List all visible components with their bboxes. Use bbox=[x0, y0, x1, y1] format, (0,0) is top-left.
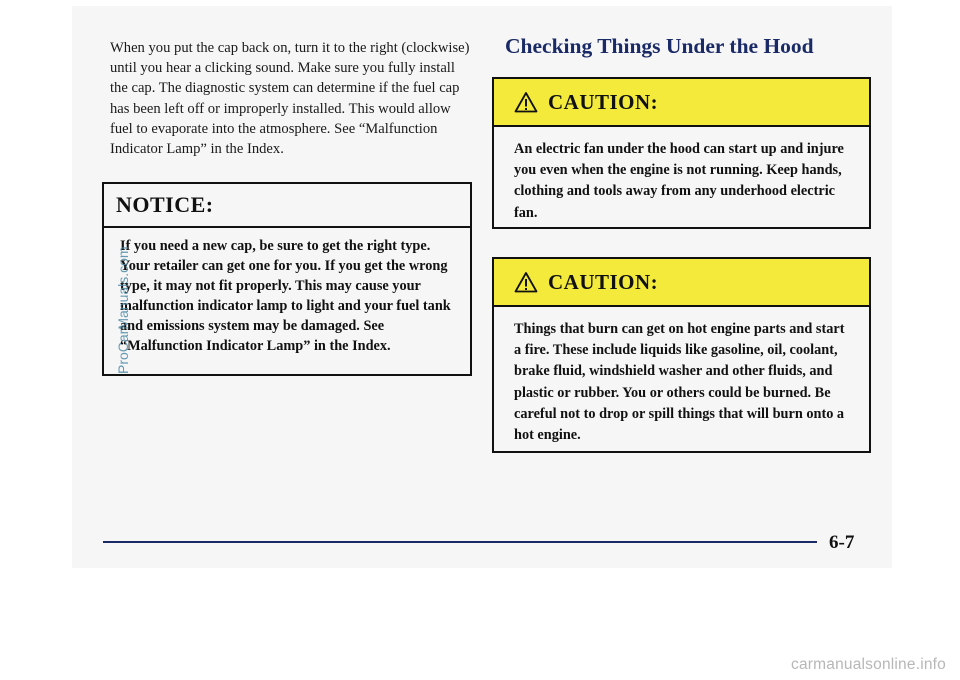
page-number: 6-7 bbox=[829, 532, 855, 553]
warning-triangle-icon bbox=[514, 271, 538, 293]
footer-rule bbox=[103, 541, 817, 543]
notice-box bbox=[102, 182, 472, 376]
caution-heading: CAUTION: bbox=[548, 269, 659, 294]
caution-text: Things that burn can get on hot engine parts and start a fire. These include liquids like gasoline, oil, coolant, brake fluid, windshield washer and other fluids, and plastic or rubber. You or others could be burned. Be careful not to drop or spill things that will burn onto a hot engine. bbox=[514, 321, 845, 444]
section-title: Checking Things Under the Hood bbox=[505, 34, 814, 58]
warning-triangle-icon bbox=[514, 91, 538, 113]
caution-heading: CAUTION: bbox=[548, 89, 659, 114]
caution-text: An electric fan under the hood can start up and injure you even when the engine is not running. Keep hands, clothing and tools away from any underhood electric fan. bbox=[514, 141, 844, 221]
footer-url[interactable]: carmanualsonline.info bbox=[791, 656, 946, 673]
caution-header bbox=[494, 79, 869, 127]
watermark: ProCarManuals.com bbox=[115, 246, 131, 374]
notice-text: If you need a new cap, be sure to get the right type. Your retailer can get one for you. If you get the wrong type, it may not fit properly. This may cause your malfunction indicator lamp to light and your fuel tank and emissions system may be damaged. See “Malfunction Indicator Lamp” in the Index. bbox=[120, 238, 451, 355]
notice-heading: NOTICE: bbox=[104, 184, 470, 228]
caution-box-fan bbox=[492, 77, 871, 229]
caution-header bbox=[494, 259, 869, 307]
caution-box-fire bbox=[492, 257, 871, 453]
fuel-cap-paragraph: When you put the cap back on, turn it to the right (clockwise) until you hear a clicking sound. Make sure you fully install the cap. The diagnostic system can determine if the fuel cap has been left off or improperly installed. This would allow fuel to evaporate into the atmosphere. See “Malfunction Indicator Lamp” in the Index. bbox=[110, 40, 470, 158]
